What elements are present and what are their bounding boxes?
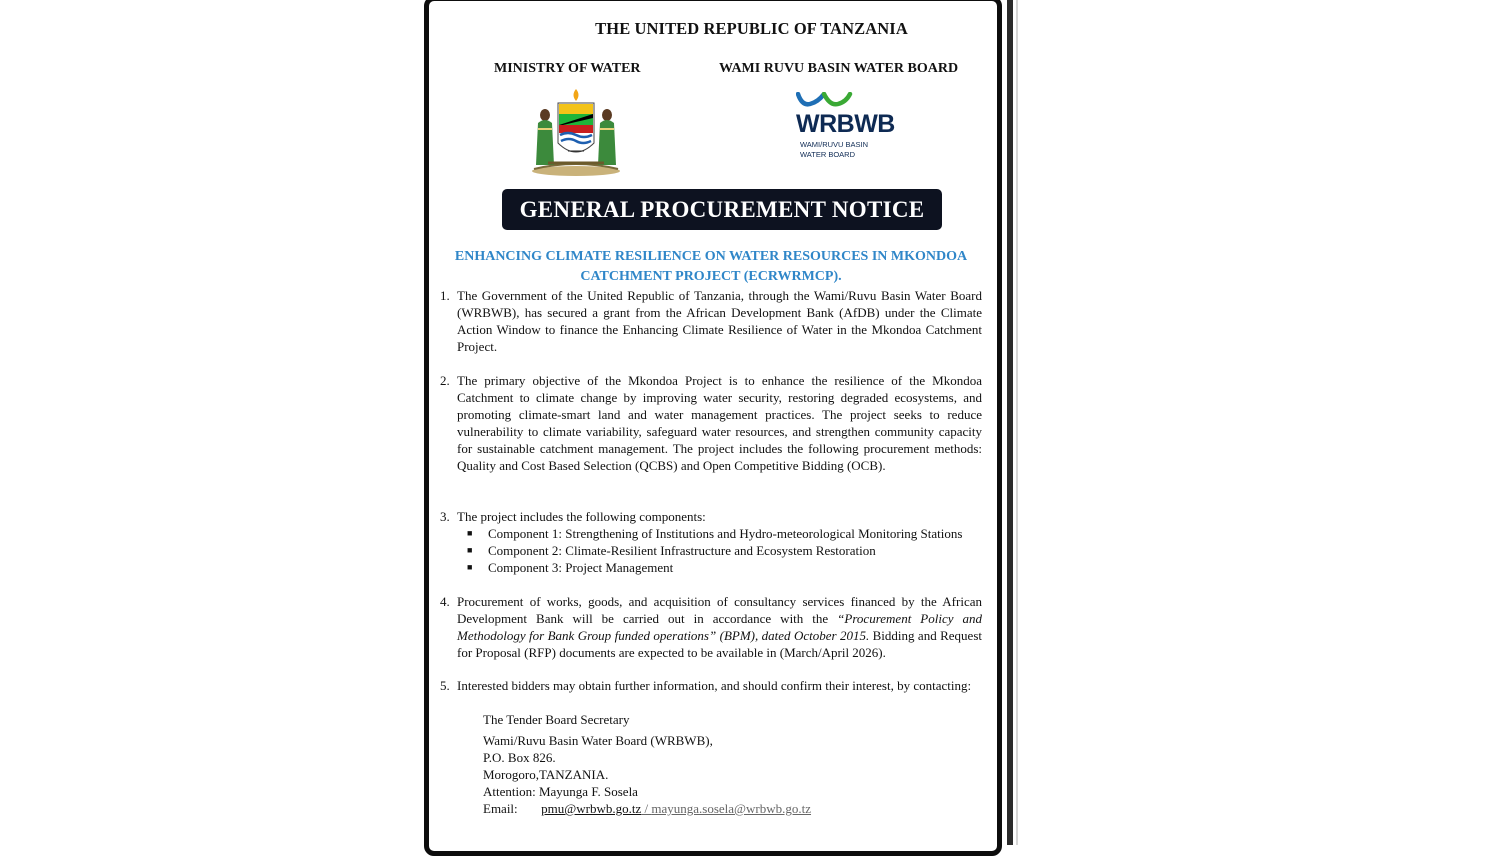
paragraph-text: The Government of the United Republic of Tanzania, through the Wami/Ruvu Basin Water Board (WRBWB), has secured a grant from the African Development Bank (AfDB) under the Climate Action Window to finance the Enhancing Climate Resilience of Water in the Mkondoa Catchment Project.	[457, 288, 982, 354]
paragraph-number: 5.	[440, 678, 450, 693]
email-separator: /	[641, 801, 652, 816]
contact-org: Wami/Ruvu Basin Water Board (WRBWB),	[483, 733, 713, 748]
contact-city: Morogoro,TANZANIA.	[483, 767, 609, 782]
paragraph-number: 2.	[440, 373, 450, 388]
email-link-sosela[interactable]: mayunga.sosela@wrbwb.go.tz	[651, 801, 812, 816]
contact-email-row	[483, 800, 811, 817]
component-text: Component 2: Climate-Resilient Infrastructure and Ecosystem Restoration	[488, 543, 876, 558]
email-label: Email:	[483, 801, 518, 816]
email-link-pmu[interactable]: pmu@wrbwb.go.tz	[541, 801, 642, 816]
logo-subline-2: WATER BOARD	[800, 150, 856, 159]
board-heading: WAMI RUVU BASIN WATER BOARD	[719, 61, 959, 76]
paragraph-4	[440, 593, 982, 661]
paragraph-text-part: Bidding and Request for Proposal (RFP) documents are expected to be available in (March/April 2026).	[457, 628, 982, 660]
coat-of-arms-emblem	[528, 85, 624, 177]
project-title-line-2: CATCHMENT PROJECT (ECRWRMCP).	[580, 269, 842, 284]
component-text: Component 1: Strengthening of Institutions and Hydro-meteorological Monitoring Stations	[488, 526, 963, 541]
paragraph-text: The project includes the following components:	[457, 509, 706, 524]
list-item	[467, 525, 962, 542]
list-item	[467, 559, 962, 576]
paragraph-text: The primary objective of the Mkondoa Project is to enhance the resilience of the Mkondoa Catchment to climate change by improving water security, restoring degraded ecosystems, and promoting climate-smart land and water management practices. The project seeks to reduce vulnerability to climate variability, safeguard water resources, and strengthen community capacity for sustainable catchment management. The project includes the following procurement methods: Quality and Cost Based Selection (QCBS) and Open Competitive Bidding (OCB).	[457, 373, 982, 473]
page-shadow	[1007, 0, 1013, 845]
paragraph-number: 3.	[440, 509, 450, 524]
component-text: Component 3: Project Management	[488, 560, 674, 575]
policy-reference: “Procurement Policy and Methodology for Bank Group funded operations” (BPM), dated October 2015.	[457, 611, 983, 643]
paragraph-text	[457, 593, 982, 661]
bullet-icon: ■	[467, 545, 473, 555]
contact-attention: Attention: Mayunga F. Sosela	[483, 784, 638, 799]
bullet-icon: ■	[467, 528, 473, 538]
paragraph-number: 4.	[440, 594, 450, 609]
paragraph-text-part: Procurement of works, goods, and acquisition of consultancy services financed by the African Development Bank will be carried out in accordance with the	[457, 594, 982, 626]
notice-title-banner	[502, 189, 942, 230]
wave-icon	[796, 92, 856, 110]
list-item	[467, 542, 962, 559]
logo-subline-1: WAMI/RUVU BASIN	[800, 140, 869, 149]
page-edge	[1016, 0, 1018, 845]
bullet-icon: ■	[467, 562, 473, 572]
paragraph-text: Interested bidders may obtain further information, and should confirm their interest, by contacting:	[457, 678, 972, 693]
paragraph-3	[440, 508, 982, 525]
notice-title: GENERAL PROCUREMENT NOTICE	[519, 197, 925, 222]
project-title	[440, 247, 982, 287]
wrbwb-logo	[792, 90, 895, 162]
paragraph-5	[440, 677, 982, 694]
contact-po-box: P.O. Box 826.	[483, 750, 556, 765]
paragraph-number: 1.	[440, 288, 450, 303]
paragraph-2	[440, 372, 982, 474]
project-title-line-1: ENHANCING CLIMATE RESILIENCE ON WATER RESOURCES IN MKONDOA	[454, 249, 968, 264]
paragraph-1	[440, 287, 982, 355]
components-list	[467, 525, 962, 576]
contact-title: The Tender Board Secretary	[483, 712, 630, 727]
ministry-heading: MINISTRY OF WATER	[494, 61, 641, 76]
logo-acronym: WRBWB	[796, 110, 895, 138]
country-heading: THE UNITED REPUBLIC OF TANZANIA	[595, 19, 908, 38]
